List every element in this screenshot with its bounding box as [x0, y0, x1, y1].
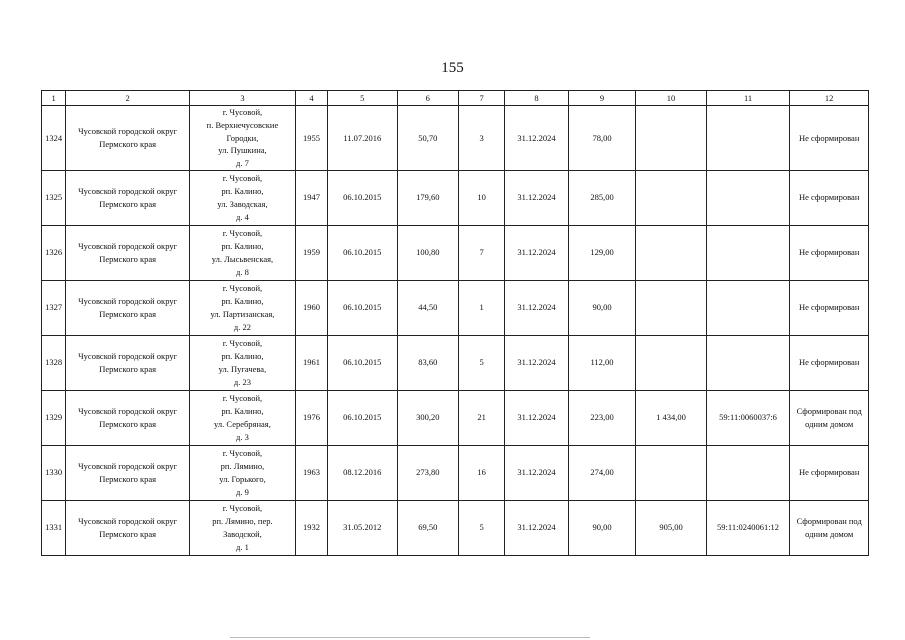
area-cell: 83,60 [397, 335, 458, 390]
column-number-9: 9 [568, 91, 635, 106]
cadastral-number-cell [706, 445, 790, 500]
area-cell: 300,20 [397, 390, 458, 445]
address-line: г. Чусовой, [222, 173, 263, 184]
address-line: ул. Пушкина, [218, 145, 267, 156]
year-built-cell: 1932 [295, 500, 327, 555]
municipality-cell: Чусовской городской округ Пермского края [66, 170, 190, 225]
deadline-cell: 31.12.2024 [505, 445, 568, 500]
land-status-cell: Не сформирован [790, 225, 869, 280]
deadline-cell: 31.12.2024 [505, 106, 568, 171]
column-number-10: 10 [636, 91, 707, 106]
address-line: д. 4 [236, 211, 249, 222]
table-row [42, 280, 869, 335]
address-line: рп. Калино, [221, 351, 264, 361]
deadline-cell: 31.12.2024 [505, 335, 568, 390]
column-number-4: 4 [295, 91, 327, 106]
area-cell: 69,50 [397, 500, 458, 555]
date-cell: 06.10.2015 [328, 335, 398, 390]
cadastral-number-cell [706, 106, 790, 171]
address-line: Городки, [226, 132, 259, 143]
residents-cell: 7 [458, 225, 504, 280]
cadastral-number-cell: 59:11:0240061:12 [706, 500, 790, 555]
year-built-cell: 1959 [295, 225, 327, 280]
land-status-cell: Не сформирован [790, 280, 869, 335]
date-cell: 06.10.2015 [328, 225, 398, 280]
cost-cell: 223,00 [568, 390, 635, 445]
area-cell: 44,50 [397, 280, 458, 335]
address-line: д. 1 [236, 541, 249, 552]
cost-cell: 112,00 [568, 335, 635, 390]
address-line: г. Чусовой, [222, 393, 263, 404]
cost-cell: 285,00 [568, 170, 635, 225]
land-status-cell: Сформирован под одним домом [790, 390, 869, 445]
deadline-cell: 31.12.2024 [505, 500, 568, 555]
land-area-cell: 905,00 [636, 500, 707, 555]
residents-cell: 1 [458, 280, 504, 335]
row-number-cell: 1329 [42, 390, 66, 445]
land-status-cell: Сформирован под одним домом [790, 500, 869, 555]
address-cell [190, 170, 296, 225]
municipality-cell: Чусовской городской округ Пермского края [66, 390, 190, 445]
land-area-cell [636, 445, 707, 500]
address-cell [190, 280, 296, 335]
address-cell [190, 335, 296, 390]
date-cell: 31.05.2012 [328, 500, 398, 555]
cost-cell: 90,00 [568, 280, 635, 335]
column-number-8: 8 [505, 91, 568, 106]
table-row [42, 170, 869, 225]
residents-cell: 3 [458, 106, 504, 171]
land-area-cell [636, 225, 707, 280]
cost-cell: 90,00 [568, 500, 635, 555]
table-row [42, 390, 869, 445]
date-cell: 11.07.2016 [328, 106, 398, 171]
address-line: г. Чусовой, [222, 448, 263, 459]
municipality-cell: Чусовской городской округ Пермского края [66, 500, 190, 555]
land-area-cell [636, 280, 707, 335]
table-row [42, 500, 869, 555]
address-line: ул. Горького, [219, 473, 266, 484]
row-number-cell: 1327 [42, 280, 66, 335]
address-line: д. 23 [233, 376, 251, 387]
deadline-cell: 31.12.2024 [505, 280, 568, 335]
address-line: г. Чусовой, [222, 107, 263, 117]
address-line: г. Чусовой, [222, 228, 263, 239]
deadline-cell: 31.12.2024 [505, 390, 568, 445]
date-cell: 06.10.2015 [328, 390, 398, 445]
address-line: г. Чусовой, [222, 503, 263, 514]
scan-artifact-line [230, 637, 590, 638]
address-line: д. 9 [236, 486, 249, 497]
column-number-2: 2 [66, 91, 190, 106]
area-cell: 273,80 [397, 445, 458, 500]
municipality-cell: Чусовской городской округ Пермского края [66, 280, 190, 335]
address-line: рп. Калино, [221, 186, 264, 196]
year-built-cell: 1963 [295, 445, 327, 500]
deadline-cell: 31.12.2024 [505, 225, 568, 280]
address-line: д. 7 [236, 158, 249, 168]
table-row [42, 225, 869, 280]
row-number-cell: 1326 [42, 225, 66, 280]
land-area-cell [636, 335, 707, 390]
address-line: ул. Серебряная, [214, 418, 271, 429]
cadastral-number-cell [706, 170, 790, 225]
row-number-cell: 1328 [42, 335, 66, 390]
address-cell [190, 445, 296, 500]
address-cell [190, 225, 296, 280]
column-numbers-row [42, 91, 869, 106]
residents-cell: 5 [458, 335, 504, 390]
residents-cell: 16 [458, 445, 504, 500]
column-number-5: 5 [328, 91, 398, 106]
column-number-12: 12 [790, 91, 869, 106]
column-number-1: 1 [42, 91, 66, 106]
area-cell: 100,80 [397, 225, 458, 280]
address-line: д. 3 [236, 431, 249, 442]
land-status-cell: Не сформирован [790, 335, 869, 390]
land-status-cell: Не сформирован [790, 170, 869, 225]
address-line: д. 8 [236, 266, 249, 277]
residents-cell: 10 [458, 170, 504, 225]
cadastral-number-cell [706, 335, 790, 390]
address-line: рп. Калино, [221, 296, 264, 306]
land-status-cell: Не сформирован [790, 106, 869, 171]
year-built-cell: 1960 [295, 280, 327, 335]
address-line: д. 22 [233, 321, 251, 332]
column-number-11: 11 [706, 91, 790, 106]
address-line: ул. Лысьвенская, [211, 253, 274, 264]
municipality-cell: Чусовской городской округ Пермского края [66, 445, 190, 500]
row-number-cell: 1324 [42, 106, 66, 171]
address-line: ул. Заводская, [217, 198, 268, 209]
municipality-cell: Чусовской городской округ Пермского края [66, 335, 190, 390]
residents-cell: 21 [458, 390, 504, 445]
land-status-cell: Не сформирован [790, 445, 869, 500]
land-area-cell [636, 170, 707, 225]
column-number-6: 6 [397, 91, 458, 106]
land-area-cell [636, 106, 707, 171]
address-line: рп. Лямино, пер. [212, 516, 273, 526]
page-number: 155 [441, 60, 464, 76]
year-built-cell: 1947 [295, 170, 327, 225]
column-number-7: 7 [458, 91, 504, 106]
table-row [42, 335, 869, 390]
address-cell [190, 106, 296, 171]
cost-cell: 274,00 [568, 445, 635, 500]
year-built-cell: 1976 [295, 390, 327, 445]
address-line: Заводской, [223, 528, 262, 539]
municipality-cell: Чусовской городской округ Пермского края [66, 106, 190, 171]
address-line: рп. Лямино, [220, 461, 265, 471]
year-built-cell: 1961 [295, 335, 327, 390]
area-cell: 50,70 [397, 106, 458, 171]
date-cell: 06.10.2015 [328, 280, 398, 335]
address-line: ул. Партизанская, [210, 308, 275, 319]
year-built-cell: 1955 [295, 106, 327, 171]
column-number-3: 3 [190, 91, 296, 106]
address-line: г. Чусовой, [222, 338, 263, 349]
row-number-cell: 1330 [42, 445, 66, 500]
address-cell [190, 500, 296, 555]
table-row [42, 445, 869, 500]
cost-cell: 78,00 [568, 106, 635, 171]
date-cell: 08.12.2016 [328, 445, 398, 500]
address-line: г. Чусовой, [222, 283, 263, 294]
cadastral-number-cell [706, 225, 790, 280]
row-number-cell: 1325 [42, 170, 66, 225]
cadastral-number-cell [706, 280, 790, 335]
residents-cell: 5 [458, 500, 504, 555]
housing-registry-table [41, 90, 869, 556]
cost-cell: 129,00 [568, 225, 635, 280]
area-cell: 179,60 [397, 170, 458, 225]
cadastral-number-cell: 59:11:0060037:6 [706, 390, 790, 445]
address-line: рп. Калино, [221, 406, 264, 416]
deadline-cell: 31.12.2024 [505, 170, 568, 225]
table-row [42, 106, 869, 171]
address-line: рп. Калино, [221, 241, 264, 251]
date-cell: 06.10.2015 [328, 170, 398, 225]
land-area-cell: 1 434,00 [636, 390, 707, 445]
address-line: ул. Пугачева, [218, 363, 267, 374]
address-line: п. Верхнечусовские [206, 119, 279, 130]
address-cell [190, 390, 296, 445]
municipality-cell: Чусовской городской округ Пермского края [66, 225, 190, 280]
row-number-cell: 1331 [42, 500, 66, 555]
